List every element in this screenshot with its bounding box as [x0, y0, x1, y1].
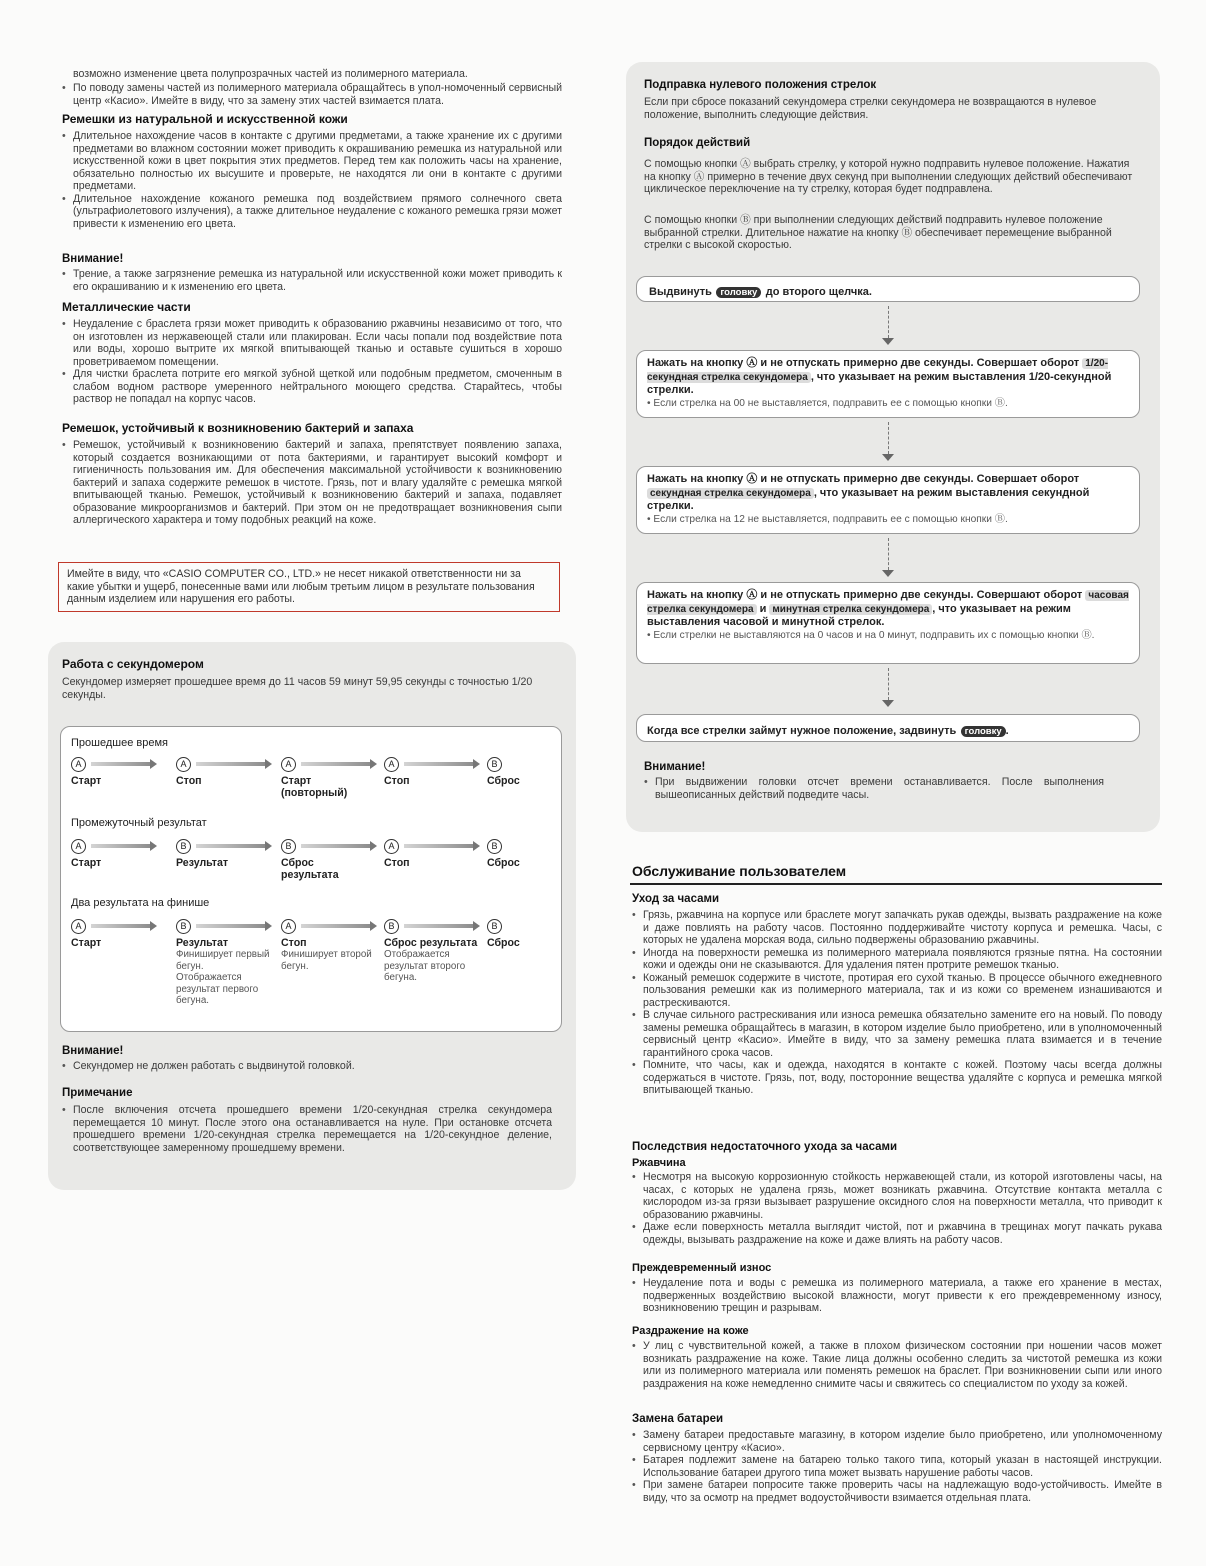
intro-bullets: [62, 82, 562, 107]
disclaimer-text: Имейте в виду, что «CASIO COMPUTER CO., LTD.» не несет никакой ответственности ни за какие убытки и ущерб, понесенные вами или любым третьим лицом в результате пользования данным изделием или нарушения его работы.: [67, 568, 535, 605]
battery-title: Замена батареи: [632, 1413, 724, 1425]
seq-btn-b-icon: B: [487, 839, 502, 854]
sw-note-bullets: [62, 1104, 552, 1154]
sequence-box: [60, 726, 562, 1032]
step4-text: [647, 589, 1129, 630]
list-item: • Даже если поверхность металла выглядит чистой, пот и ржавчина в трещинах могут пачкать рукава одежды, вызывать раздражение на коже и даже влиять на работу часов.: [632, 1221, 1162, 1246]
seq2-row: [61, 839, 561, 889]
list-item: • При замене батареи попросите также проверить часы на надлежащую водо-устойчивость. Имейте в виду, что за осмотр на предмет водоустойчивости взимается отдельная плата.: [632, 1479, 1162, 1504]
seq-step-label: Сброс результата: [281, 857, 339, 881]
step2-hand-label: 1/20-секундная стрелка секундомера: [647, 358, 1109, 383]
attention1-title: Внимание!: [62, 253, 124, 265]
step5-crown-pill: головку: [961, 726, 1006, 737]
seq-step-label: Сброс: [487, 937, 520, 949]
seq-btn-a-icon: A: [71, 839, 86, 854]
seq1-row: [61, 757, 561, 807]
arrow-icon: [196, 762, 266, 766]
skin-bullets: [632, 1340, 1162, 1390]
disclaimer-box: [58, 562, 560, 612]
seq-btn-a-icon: A: [176, 757, 191, 772]
metal-title: Металлические части: [62, 300, 191, 314]
step4-text-a: Нажать на кнопку Ⓐ и не отпускать примерно две секунды. Совершают оборот: [647, 589, 1083, 601]
care-bullets: [632, 909, 1162, 1097]
rust-bullets: [632, 1171, 1162, 1246]
section-divider: [630, 883, 1162, 885]
seq2-title: Промежуточный результат: [71, 817, 207, 829]
step4-sub: • Если стрелки не выставляются на 0 часов и на 0 минут, подправить их с помощью кнопки Ⓑ.: [647, 629, 1095, 641]
step4-minute-hand-label: минутная стрелка секундомера: [769, 604, 932, 615]
zero-attention-title: Внимание!: [644, 761, 706, 773]
step-5-box: [636, 714, 1140, 742]
seq-step-label: Сброс: [487, 775, 520, 787]
attention1-bullets: [62, 268, 562, 293]
arrow-icon: [404, 844, 474, 848]
seq-btn-a-icon: A: [71, 919, 86, 934]
seq-btn-b-icon: B: [281, 839, 296, 854]
seq-step-desc: Отображается результат второго бегуна.: [384, 949, 466, 983]
seq-btn-a-icon: A: [281, 757, 296, 772]
seq-btn-a-icon: A: [281, 919, 296, 934]
arrow-icon: [196, 924, 266, 928]
arrow-icon: [196, 844, 266, 848]
sw-attention-title: Внимание!: [62, 1045, 124, 1057]
zero-intro: Если при сбросе показаний секундомера стрелки секундомера не возвращаются в нулевое положение, выполнить следующие действия.: [644, 96, 1097, 121]
list-item: • Трение, а также загрязнение ремешка из натуральной или искусственной кожи может приводить к его окрашиванию и к изменению его цвета.: [62, 268, 562, 293]
step1-crown-pill: головку: [716, 287, 761, 298]
step3-text-a: Нажать на кнопку Ⓐ и не отпускать примерно две секунды. Совершает оборот: [647, 473, 1080, 485]
flow-arrow-icon: [882, 454, 894, 461]
seq-step-label: Старт: [71, 775, 102, 787]
seq-btn-a-icon: A: [384, 757, 399, 772]
intro-line: возможно изменение цвета полупрозрачных частей из полимерного материала.: [73, 68, 468, 80]
stopwatch-panel: [48, 642, 576, 1190]
list-item: • Помните, что часы, как и одежда, находятся в контакте с кожей. Поэтому часы всегда должны содержаться в чистоте. Грязь, пот, воду, посторонние вещества удаляйте с корпуса и ремешка мягкой впитывающей тканью.: [632, 1059, 1162, 1097]
list-item: • Грязь, ржавчина на корпусе или браслете могут запачкать рукав одежды, вызвать раздражение на коже и даже повлиять на работу часов. Постоянно поддерживайте чистоту корпуса и ремешка. Часы, с которых не удалена морская вода, сильно подвержены образованию ржавчины.: [632, 909, 1162, 947]
seq-step-label: Сброс: [487, 857, 520, 869]
step-3-box: [636, 466, 1140, 534]
order-p2: С помощью кнопки Ⓑ при выполнении следующих действий подправить нулевое положение выбранной стрелки. Длительное нажатие на кнопку Ⓑ обеспечивает перемещение выбранной стрелки с высокой скоростью.: [644, 214, 1112, 251]
seq-step-label: Стоп: [281, 937, 307, 949]
wear-bullets: [632, 1277, 1162, 1315]
order-title: Порядок действий: [644, 137, 751, 149]
leather-bullets: [62, 130, 562, 230]
arrow-icon: [404, 924, 474, 928]
bact-title: Ремешок, устойчивый к возникновению бактерий и запаха: [62, 421, 414, 435]
flow-connector: [888, 668, 889, 700]
stopwatch-desc: Секундомер измеряет прошедшее время до 11 часов 59 минут 59,95 секунды с точностью 1/20 секунды.: [62, 676, 533, 701]
list-item: • Замену батареи предоставьте магазину, в котором изделие было приобретено, или уполномоченному сервисному центру «Касио».: [632, 1429, 1162, 1454]
list-item: • Иногда на поверхности ремешка из полимерного материала появляются грязные пятна. На состоянии кожи и одежды они не сказываются. Для удаления пятен протрите ремешок тканью.: [632, 947, 1162, 972]
arrow-icon: [404, 762, 474, 766]
list-item: • После включения отсчета прошедшего времени 1/20-секундная стрелка секундомера перемещается 10 минут. После этого она останавливается на нуле. При остановке отсчета прошедшего времени 1/20-секундная стрелка перемещается на 1/20-секундное деление, соответствующее замеренному прошедшему времени.: [62, 1104, 552, 1154]
seq-btn-b-icon: B: [176, 919, 191, 934]
list-item: • Неудаление пота и воды с ремешка из полимерного материала, а также его хранение в местах, подверженных воздействию высокой влажности, могут привести к его преждевременному износу, возникновению трещин и разрывам.: [632, 1277, 1162, 1315]
arrow-icon: [91, 924, 151, 928]
conseq-title: Последствия недостаточного ухода за часами: [632, 1141, 898, 1153]
step5-text-a: Когда все стрелки займут нужное положение, задвинуть: [647, 725, 957, 737]
seq-btn-b-icon: B: [487, 757, 502, 772]
flow-arrow-icon: [882, 570, 894, 577]
seq-btn-b-icon: B: [176, 839, 191, 854]
list-item: • При выдвижении головки отсчет времени останавливается. После выполнения вышеописанных действий подведите часы.: [644, 776, 1104, 801]
order-p1: С помощью кнопки Ⓐ выбрать стрелку, у которой нужно подправить нулевое положение. Нажатия на кнопку Ⓐ примерно в течение двух секунд при выполнении следующих действий обеспечивают циклическое переключение на ту стрелку, которая будет подправлена.: [644, 158, 1133, 195]
stopwatch-title: Работа с секундомером: [62, 657, 204, 671]
seq-step-label: Старт: [71, 857, 102, 869]
list-item: • Кожаный ремешок содержите в чистоте, протирая его сухой тканью. В процессе обычного ежедневного пользования ремешки как из полимерного материала, так и из кожи со временем изнашиваются и растрескиваются.: [632, 972, 1162, 1010]
list-item: • Несмотря на высокую коррозионную стойкость нержавеющей стали, из которой изготовлены часы, на часах, с которых не удалена грязь, может возникать ржавчина. Отсутствие контакта металла с кислородом из-за грязи вызывает разрушение оксидного слоя на поверхности металла, что приводит к образованию ржавчины.: [632, 1171, 1162, 1221]
step3-text: [647, 473, 1129, 514]
step-1-box: [636, 276, 1140, 302]
flow-connector: [888, 306, 889, 338]
battery-bullets: [632, 1429, 1162, 1504]
seq-step-label: Старт: [71, 937, 102, 949]
care-title: Уход за часами: [632, 893, 720, 905]
wear-title: Преждевременный износ: [632, 1262, 772, 1274]
metal-bullets: [62, 318, 562, 406]
seq-step-label: Стоп: [384, 857, 410, 869]
arrow-icon: [301, 762, 371, 766]
zero-title: Подправка нулевого положения стрелок: [644, 79, 877, 91]
list-item: • Секундомер не должен работать с выдвинутой головкой.: [62, 1060, 562, 1073]
arrow-icon: [91, 844, 151, 848]
list-item: • В случае сильного растрескивания или износа ремешка обязательно замените его на новый. По поводу замены ремешка обращайтесь в магазин, в котором изделие было приобретено, или в уполномоченный сервисный центр «Касио». Имейте в виду, что за замену ремешка плата взимается и в течение гарантийного срока часов.: [632, 1009, 1162, 1059]
seq-btn-a-icon: A: [384, 839, 399, 854]
flow-connector: [888, 422, 889, 454]
flow-arrow-icon: [882, 700, 894, 707]
seq3-title: Два результата на финише: [71, 897, 210, 909]
step3-sub-text: Если стрелка на 12 не выставляется, подправить ее с помощью кнопки Ⓑ.: [653, 513, 1008, 525]
sw-attention-bullets: [62, 1060, 562, 1073]
flow-arrow-icon: [882, 338, 894, 345]
step3-text-b: , что указывает на режим выставления секундной стрелки.: [647, 486, 1090, 512]
step2-sub-text: Если стрелка на 00 не выставляется, подправить ее с помощью кнопки Ⓑ.: [653, 397, 1008, 409]
step2-text-b: , что указывает на режим выставления 1/20-секундной стрелки.: [647, 370, 1112, 396]
service-title: Обслуживание пользователем: [632, 863, 847, 879]
seq-step-label: Старт (повторный): [281, 775, 348, 799]
seq-step-label: Стоп: [384, 775, 410, 787]
seq-step-label: Результат: [176, 937, 229, 949]
seq-btn-b-icon: B: [487, 919, 502, 934]
sw-note-title: Примечание: [62, 1087, 133, 1099]
skin-title: Раздражение на коже: [632, 1325, 749, 1337]
zero-adjust-panel: [626, 62, 1160, 832]
list-item: • Батарея подлежит замене на батарею только такого типа, который указан в настоящей инструкции. Использование батареи другого типа может вызвать нарушение работы часов.: [632, 1454, 1162, 1479]
list-item: • Длительное нахождение часов в контакте с другими предметами, а также хранение их с другими предметами во влажном состоянии может приводить к окрашиванию ремешка из натуральной или искусственной кожи в цвет покрытия этих предметов. Перед тем как положить часы на хранение, обязательно полностью их высушите и проверьте, не находятся ли они в контакте с другими предметами.: [62, 130, 562, 193]
seq-step-desc: Финиширует первый бегун. Отображается результат первого бегуна.: [176, 949, 270, 1006]
bact-bullets: [62, 439, 562, 527]
list-item: • Для чистки браслета потрите его мягкой зубной щеткой или подобным предметом, смоченным в слабом водном растворе умеренного нейтрального моющего средства. Старайтесь, чтобы раствор не попадал на корпус часов.: [62, 368, 562, 406]
seq-step-label: Результат: [176, 857, 229, 869]
step4-hour-hand-label: часовая стрелка секундомера: [647, 590, 1129, 615]
step-2-box: [636, 350, 1140, 418]
list-item: • У лиц с чувствительной кожей, а также в плохом физическом состоянии при ношении часов может возникать раздражение на коже. Такие лица должны особенно следить за чистотой ремешка из кожи или из полимерного материала или поменять ремешок на браслет. При возникновении сыпи или иного раздражения на коже немедленно снимите часы и свяжитесь со специалистом по уходу за кожей.: [632, 1340, 1162, 1390]
seq-btn-a-icon: A: [71, 757, 86, 772]
seq-step-desc: Финиширует второй бегун.: [281, 949, 372, 972]
step3-sub: • Если стрелка на 12 не выставляется, подправить ее с помощью кнопки Ⓑ.: [647, 513, 1008, 525]
arrow-icon: [91, 762, 151, 766]
list-item: • Ремешок, устойчивый к возникновению бактерий и запаха, препятствует появлению запаха, который создается возникающими от пота бактериями, и гарантирует высокий комфорт и гигиеничность пользования им. Для обеспечения максимальной устойчивости к возникновению бактерий и запаха содержите ремешок в чистоте. Грязь, пот и влагу удаляйте с ремешка мягкой впитывающей тканью. Ремешок, устойчивый к возникновению бактерий и запаха, подавляет образование микроорганизмов и бактерий. При этом он не предотвращает возникновения сыпи аллергического характера и тому подобных реакций на коже.: [62, 439, 562, 527]
step1-text-a: Выдвинуть: [649, 286, 712, 298]
step1-text-b: до второго щелчка.: [765, 286, 872, 298]
flow-connector: [888, 538, 889, 570]
seq1-title: Прошедшее время: [71, 737, 168, 749]
step3-hand-label: секундная стрелка секундомера: [647, 488, 814, 499]
list-item: • Неудаление с браслета грязи может приводить к образованию ржавчины независимо от того, что он изготовлен из нержавеющей стали или плакирован. Если часы попали под воздействие пота или воды, хорошо вытрите их мягкой впитывающей тканью и оставьте сушиться в хорошо проветриваемом помещении.: [62, 318, 562, 368]
seq-btn-b-icon: B: [384, 919, 399, 934]
leather-title: Ремешки из натуральной и искусственной кожи: [62, 112, 348, 126]
step2-sub: • Если стрелка на 00 не выставляется, подправить ее с помощью кнопки Ⓑ.: [647, 397, 1008, 409]
step4-and: и: [759, 602, 767, 615]
rust-title: Ржавчина: [632, 1157, 686, 1169]
step-4-box: [636, 582, 1140, 664]
seq-step-label: Стоп: [176, 775, 202, 787]
list-item: • По поводу замены частей из полимерного материала обращайтесь в упол-номоченный сервисный центр «Касио». Имейте в виду, что за замену этих частей взимается плата.: [62, 82, 562, 107]
seq-step: [176, 937, 271, 1007]
step4-sub-text: Если стрелки не выставляются на 0 часов и на 0 минут, подправить их с помощью кнопки Ⓑ.: [653, 629, 1095, 641]
step4-text-b: , что указывает на режим выставления часовой и минутной стрелок.: [647, 602, 1071, 628]
seq-step-label: Сброс результата: [384, 937, 478, 949]
arrow-icon: [301, 924, 371, 928]
step2-text-a: Нажать на кнопку Ⓐ и не отпускать примерно две секунды. Совершает оборот: [647, 357, 1080, 369]
step5-text-b: .: [1005, 725, 1009, 737]
zero-attention-bullets: [644, 776, 1104, 801]
step2-text: [647, 357, 1129, 398]
seq-step: [281, 937, 376, 972]
arrow-icon: [301, 844, 371, 848]
seq3-row: [61, 919, 561, 1029]
list-item: • Длительное нахождение кожаного ремешка под воздействием прямого солнечного света (ультрафиолетового излучения), а также длительное неудаление с кожаного ремешка грязи может привести к изменению его цвета.: [62, 193, 562, 231]
seq-step: [384, 937, 482, 984]
